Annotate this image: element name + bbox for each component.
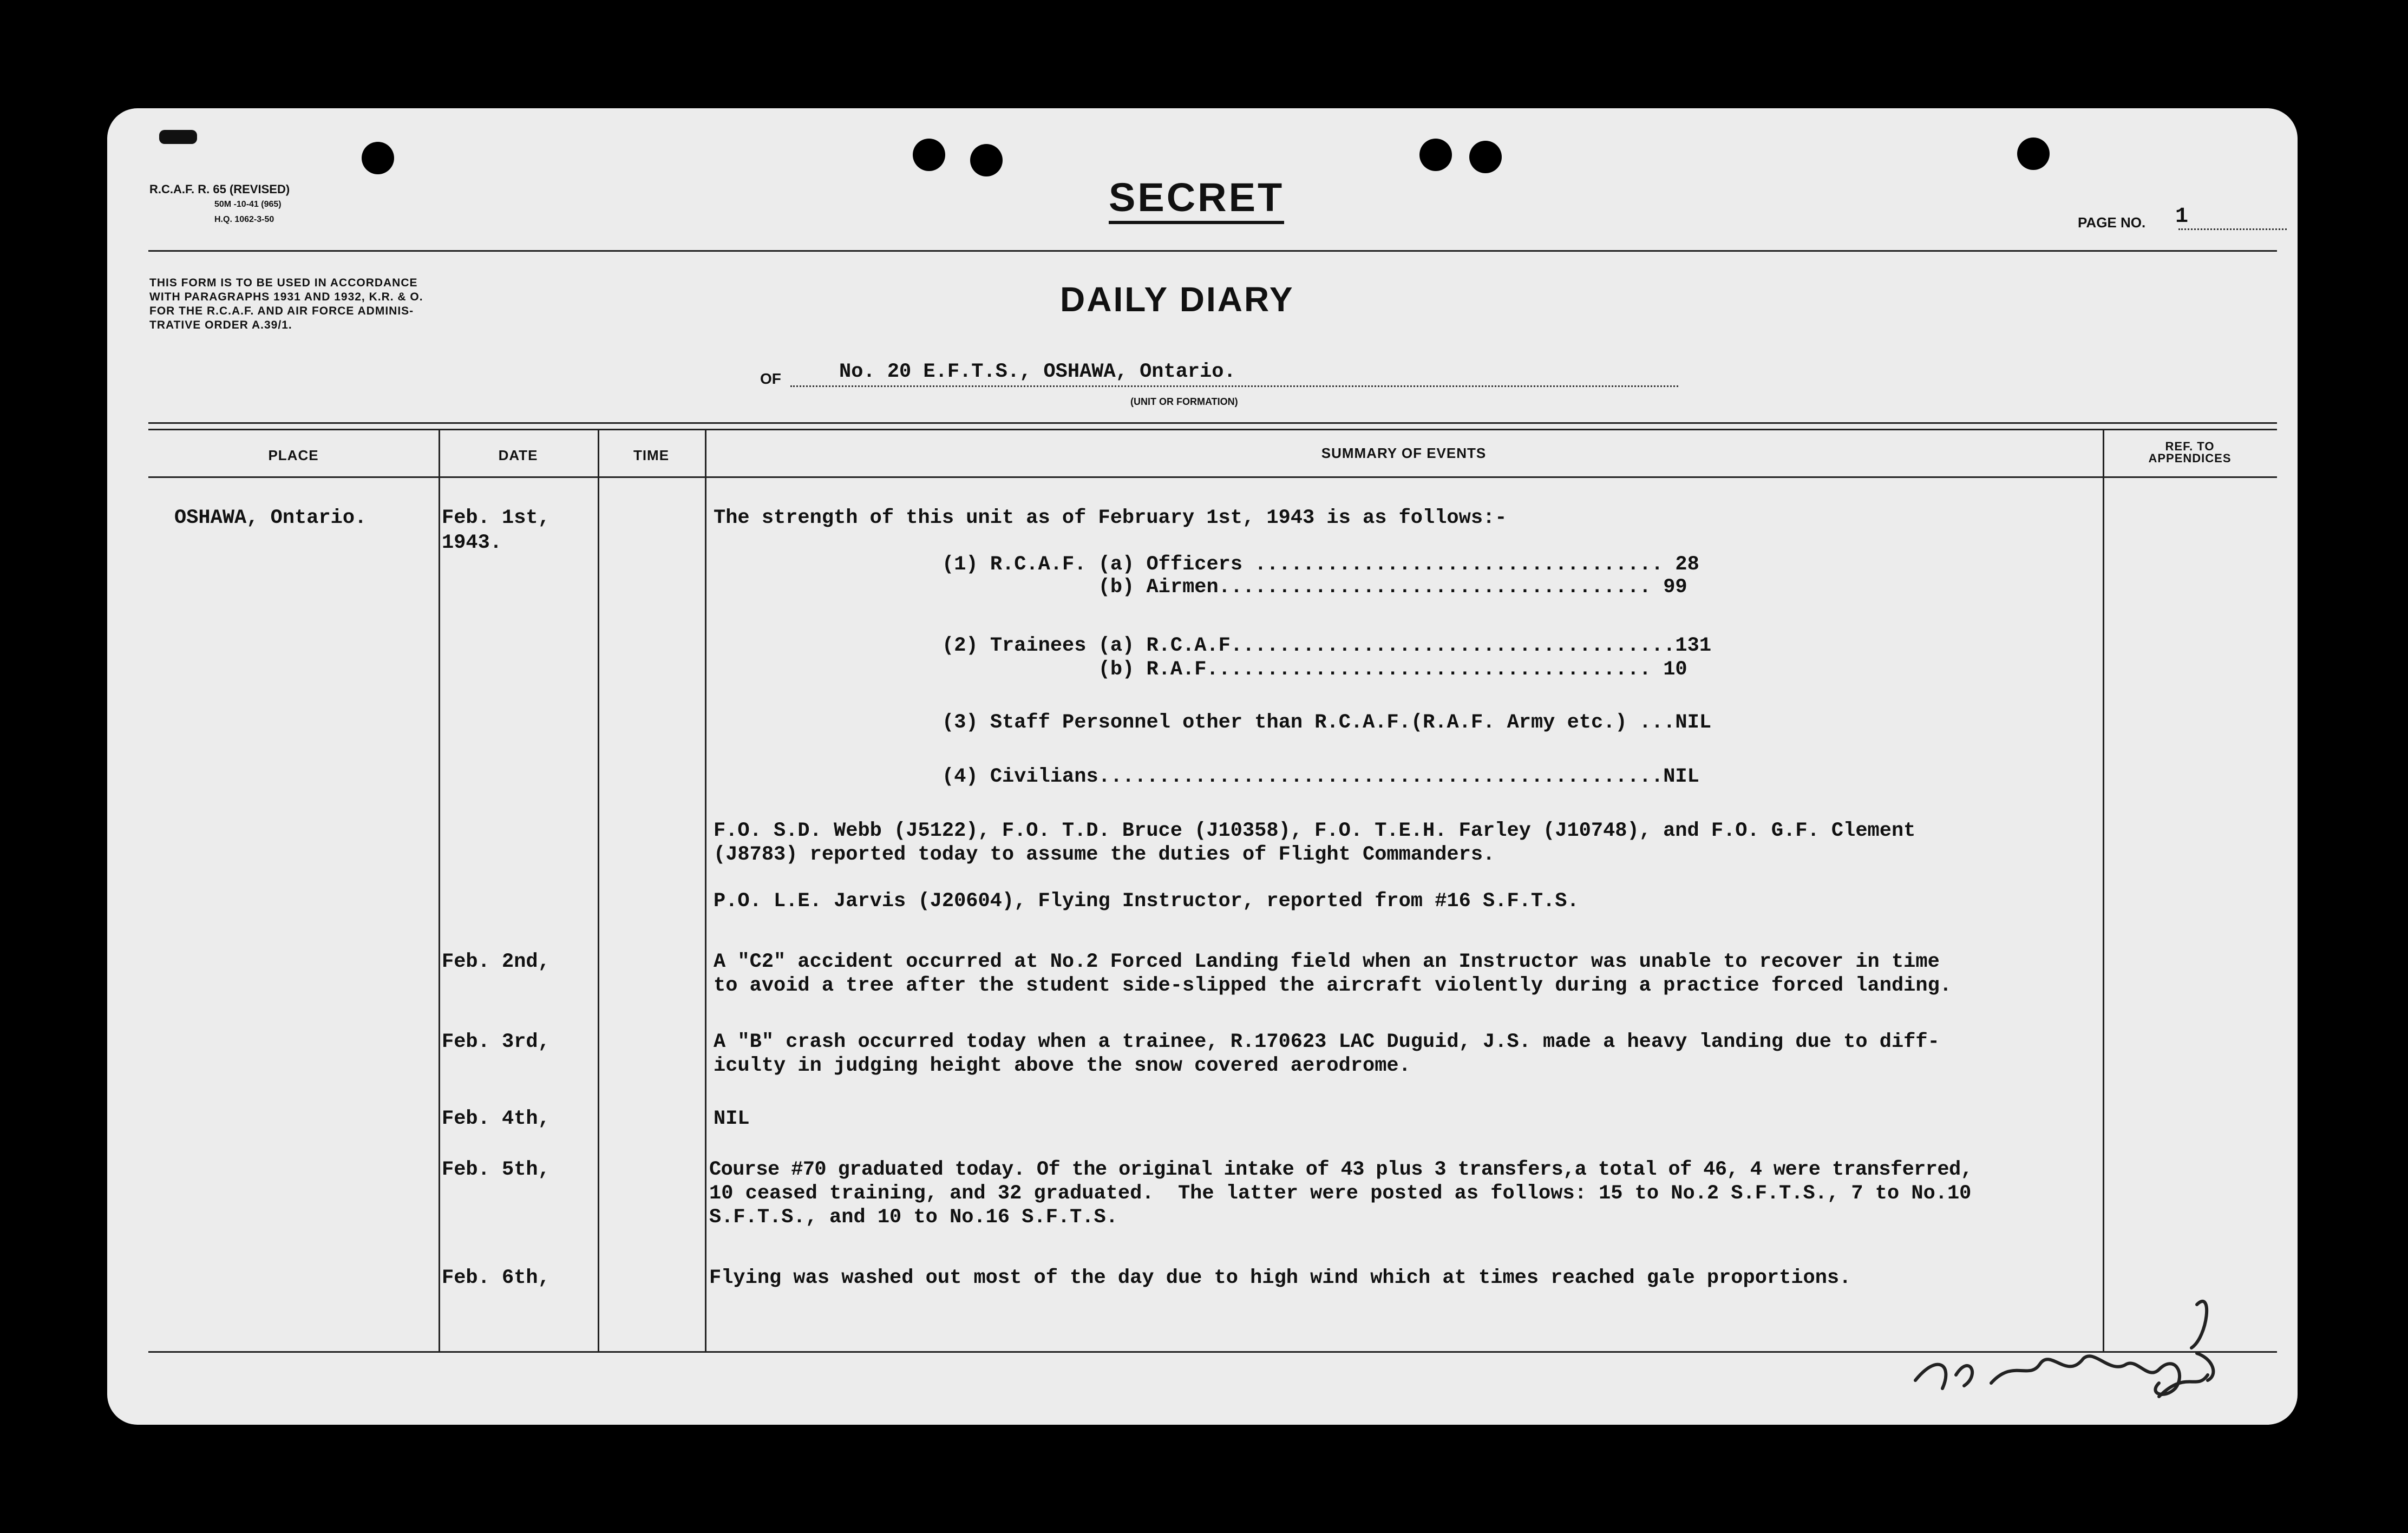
instruction-line: FOR THE R.C.A.F. AND AIR FORCE ADMINIS- [149,305,414,317]
instruction-line: TRATIVE ORDER A.39/1. [149,319,292,331]
summary-text: A "C2" accident occurred at No.2 Forced Landing field when an Instructor was unable to recover in time [714,951,1940,973]
summary-text: iculty in judging height above the snow covered aerodrome. [714,1054,1411,1077]
header-rule [148,250,2277,252]
instruction-line: WITH PARAGRAPHS 1931 AND 1932, K.R. & O. [149,291,423,303]
summary-text: Course #70 graduated today. Of the original intake of 43 plus 3 transfers,a total of 46, 4 were transferred, [709,1158,1973,1181]
summary-text: The strength of this unit as of February 1st, 1943 is as follows:- [714,507,1507,529]
ref-header-line: REF. TO [2165,440,2215,453]
date-cell: 1943. [442,532,502,554]
date-cell: Feb. 3rd, [442,1031,550,1053]
table-top-rule [148,429,2277,430]
column-divider [2103,429,2104,1351]
punch-hole [1469,141,1502,173]
punch-hole [362,142,394,174]
signature [1905,1272,2240,1407]
punch-hole [913,139,945,171]
corner-mark [159,130,197,144]
punch-hole [2017,137,2050,170]
form-code [149,182,290,227]
column-header-date: DATE [498,447,538,463]
date-cell: Feb. 2nd, [442,951,550,973]
summary-text: A "B" crash occurred today when a trainee, R.170623 LAC Duguid, J.S. made a heavy landing due to diff- [714,1031,1940,1053]
date-cell: Feb. 1st, [442,507,550,529]
summary-text: 10 ceased training, and 32 graduated. The latter were posted as follows: 15 to No.2 S.F.T.S., 7 to No.10 [709,1182,1972,1205]
form-title: DAILY DIARY [1060,280,1294,319]
unit-name: No. 20 E.F.T.S., OSHAWA, Ontario. [839,361,1236,383]
summary-text: to avoid a tree after the student side-slipped the aircraft violently during a practice forced landing. [714,974,1952,997]
instruction-line: THIS FORM IS TO BE USED IN ACCORDANCE [149,277,418,289]
summary-text: P.O. L.E. Jarvis (J20604), Flying Instructor, reported from #16 S.F.T.S. [714,890,1579,913]
unit-line [790,385,1678,387]
strength-line: (2) Trainees (a) R.C.A.F.....................................131 [942,634,1712,657]
page-number: 1 [2175,205,2189,229]
page-number-line [2178,228,2287,230]
page-number-label: PAGE NO. [2078,214,2146,231]
column-header-time: TIME [633,447,670,463]
summary-text: NIL [714,1108,750,1130]
punch-hole [1419,139,1452,171]
column-divider [439,429,440,1351]
summary-text: F.O. S.D. Webb (J5122), F.O. T.D. Bruce (J10358), F.O. T.E.H. Farley (J10748), and F.O. G.F. Clement [714,820,1916,842]
strength-line: (1) R.C.A.F. (a) Officers .................................. 28 [942,553,1699,576]
summary-text: (J8783) reported today to assume the duties of Flight Commanders. [714,843,1495,866]
form-instructions [149,276,423,332]
summary-text: S.F.T.S., and 10 to No.16 S.F.T.S. [709,1206,1118,1229]
date-cell: Feb. 6th, [442,1267,550,1289]
form-code-line: 50M -10-41 (965) [214,200,282,209]
strength-line: (b) Airmen.................................... 99 [942,576,1687,599]
column-divider [598,429,599,1351]
form-code-line: R.C.A.F. R. 65 (REVISED) [149,182,290,196]
classification-heading: SECRET [1109,174,1284,224]
strength-line: (4) Civilians...............................................NIL [942,765,1699,788]
unit-label: OF [760,370,781,387]
date-cell: Feb. 4th, [442,1108,550,1130]
unit-caption: (UNIT OR FORMATION) [1130,396,1238,407]
column-divider [705,429,706,1351]
ref-header-line: APPENDICES [2148,451,2232,465]
place-cell: OSHAWA, Ontario. [174,507,367,529]
form-code-line: H.Q. 1062-3-50 [214,215,274,224]
summary-text: Flying was washed out most of the day due to high wind which at times reached gale proportions. [709,1267,1851,1289]
diary-sheet [107,108,2298,1425]
column-header-place: PLACE [268,447,319,463]
strength-line: (3) Staff Personnel other than R.C.A.F.(R.A.F. Army etc.) ...NIL [942,711,1712,734]
strength-line: (b) R.A.F..................................... 10 [942,658,1687,681]
punch-hole [970,144,1003,176]
date-cell: Feb. 5th, [442,1158,550,1181]
column-header-rule [148,476,2277,478]
column-header-ref [2103,441,2277,464]
column-header-summary: SUMMARY OF EVENTS [1321,445,1487,461]
table-top-rule [148,422,2277,424]
